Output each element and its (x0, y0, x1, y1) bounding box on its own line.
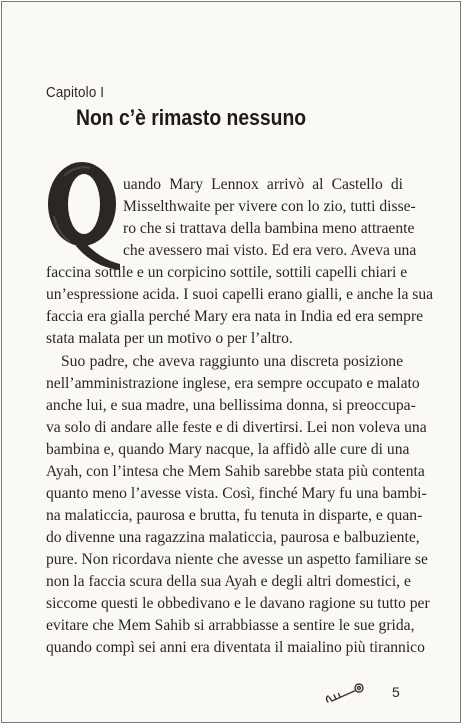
text-line: va solo di andare alle feste e di divertirsi. Lei non voleva una (46, 419, 427, 436)
text-line: nell’amministrazione inglese, era sempre occupato e malato (46, 375, 420, 392)
text-line: stata malata per un motivo o per l’altro. (46, 330, 293, 347)
text-line: quando compì sei anni era diventata il maialino più tirannico (46, 639, 425, 656)
text-line: faccia era gialla perché Mary era nata in India ed era sempre (46, 308, 424, 325)
page-number: 5 (392, 684, 400, 700)
text-line: siccome questi le obbedivano e le davano ragione su tutto per (46, 595, 430, 612)
text-line: bambina e, quando Mary nacque, la affidò alle cure di una (46, 441, 410, 458)
book-page (1, 1, 461, 723)
chapter-title: Non c’è rimasto nessuno (76, 105, 307, 130)
text-line: non la faccia scura della sua Ayah e degli altri domestici, e (46, 573, 411, 590)
text-line: Misselthwaite per vivere con lo zio, tutti disse- (123, 198, 416, 215)
text-line: faccina sottile e un corpicino sottile, sottili capelli chiari e (46, 264, 408, 281)
chapter-label: Capitolo I (46, 85, 105, 101)
key-ornament-icon (324, 682, 366, 704)
text-line: do divenne una ragazzina malaticcia, paurosa e balbuziente, (46, 529, 420, 546)
text-line: Ayah, con l’intesa che Mem Sahib sarebbe stata più contenta (46, 463, 425, 480)
text-line: Suo padre, che aveva raggiunto una discreta posizione (61, 353, 403, 370)
text-line: na malaticcia, paurosa e brutta, fu tenuta in disparte, e quan- (46, 507, 423, 524)
text-line: un’espressione acida. I suoi capelli erano gialli, e anche la sua (46, 286, 434, 303)
dropcap-q-icon (42, 156, 122, 274)
text-line: uando Mary Lennox arrivò al Castello di (123, 176, 403, 193)
text-line: evitare che Mem Sahib si arrabbiasse a sentire le sue grida, (46, 617, 415, 634)
text-line: che avessero mai visto. Ed era vero. Aveva una (123, 242, 417, 259)
text-line: quanto meno l’avesse vista. Così, finché Mary fu una bambi- (46, 485, 427, 502)
text-line: anche lui, e sua madre, una bellissima donna, si preoccupa- (46, 397, 416, 414)
text-line: pure. Non ricordava niente che avesse un aspetto familiare se (46, 551, 428, 568)
text-line: ro che si trattava della bambina meno attraente (123, 220, 415, 237)
